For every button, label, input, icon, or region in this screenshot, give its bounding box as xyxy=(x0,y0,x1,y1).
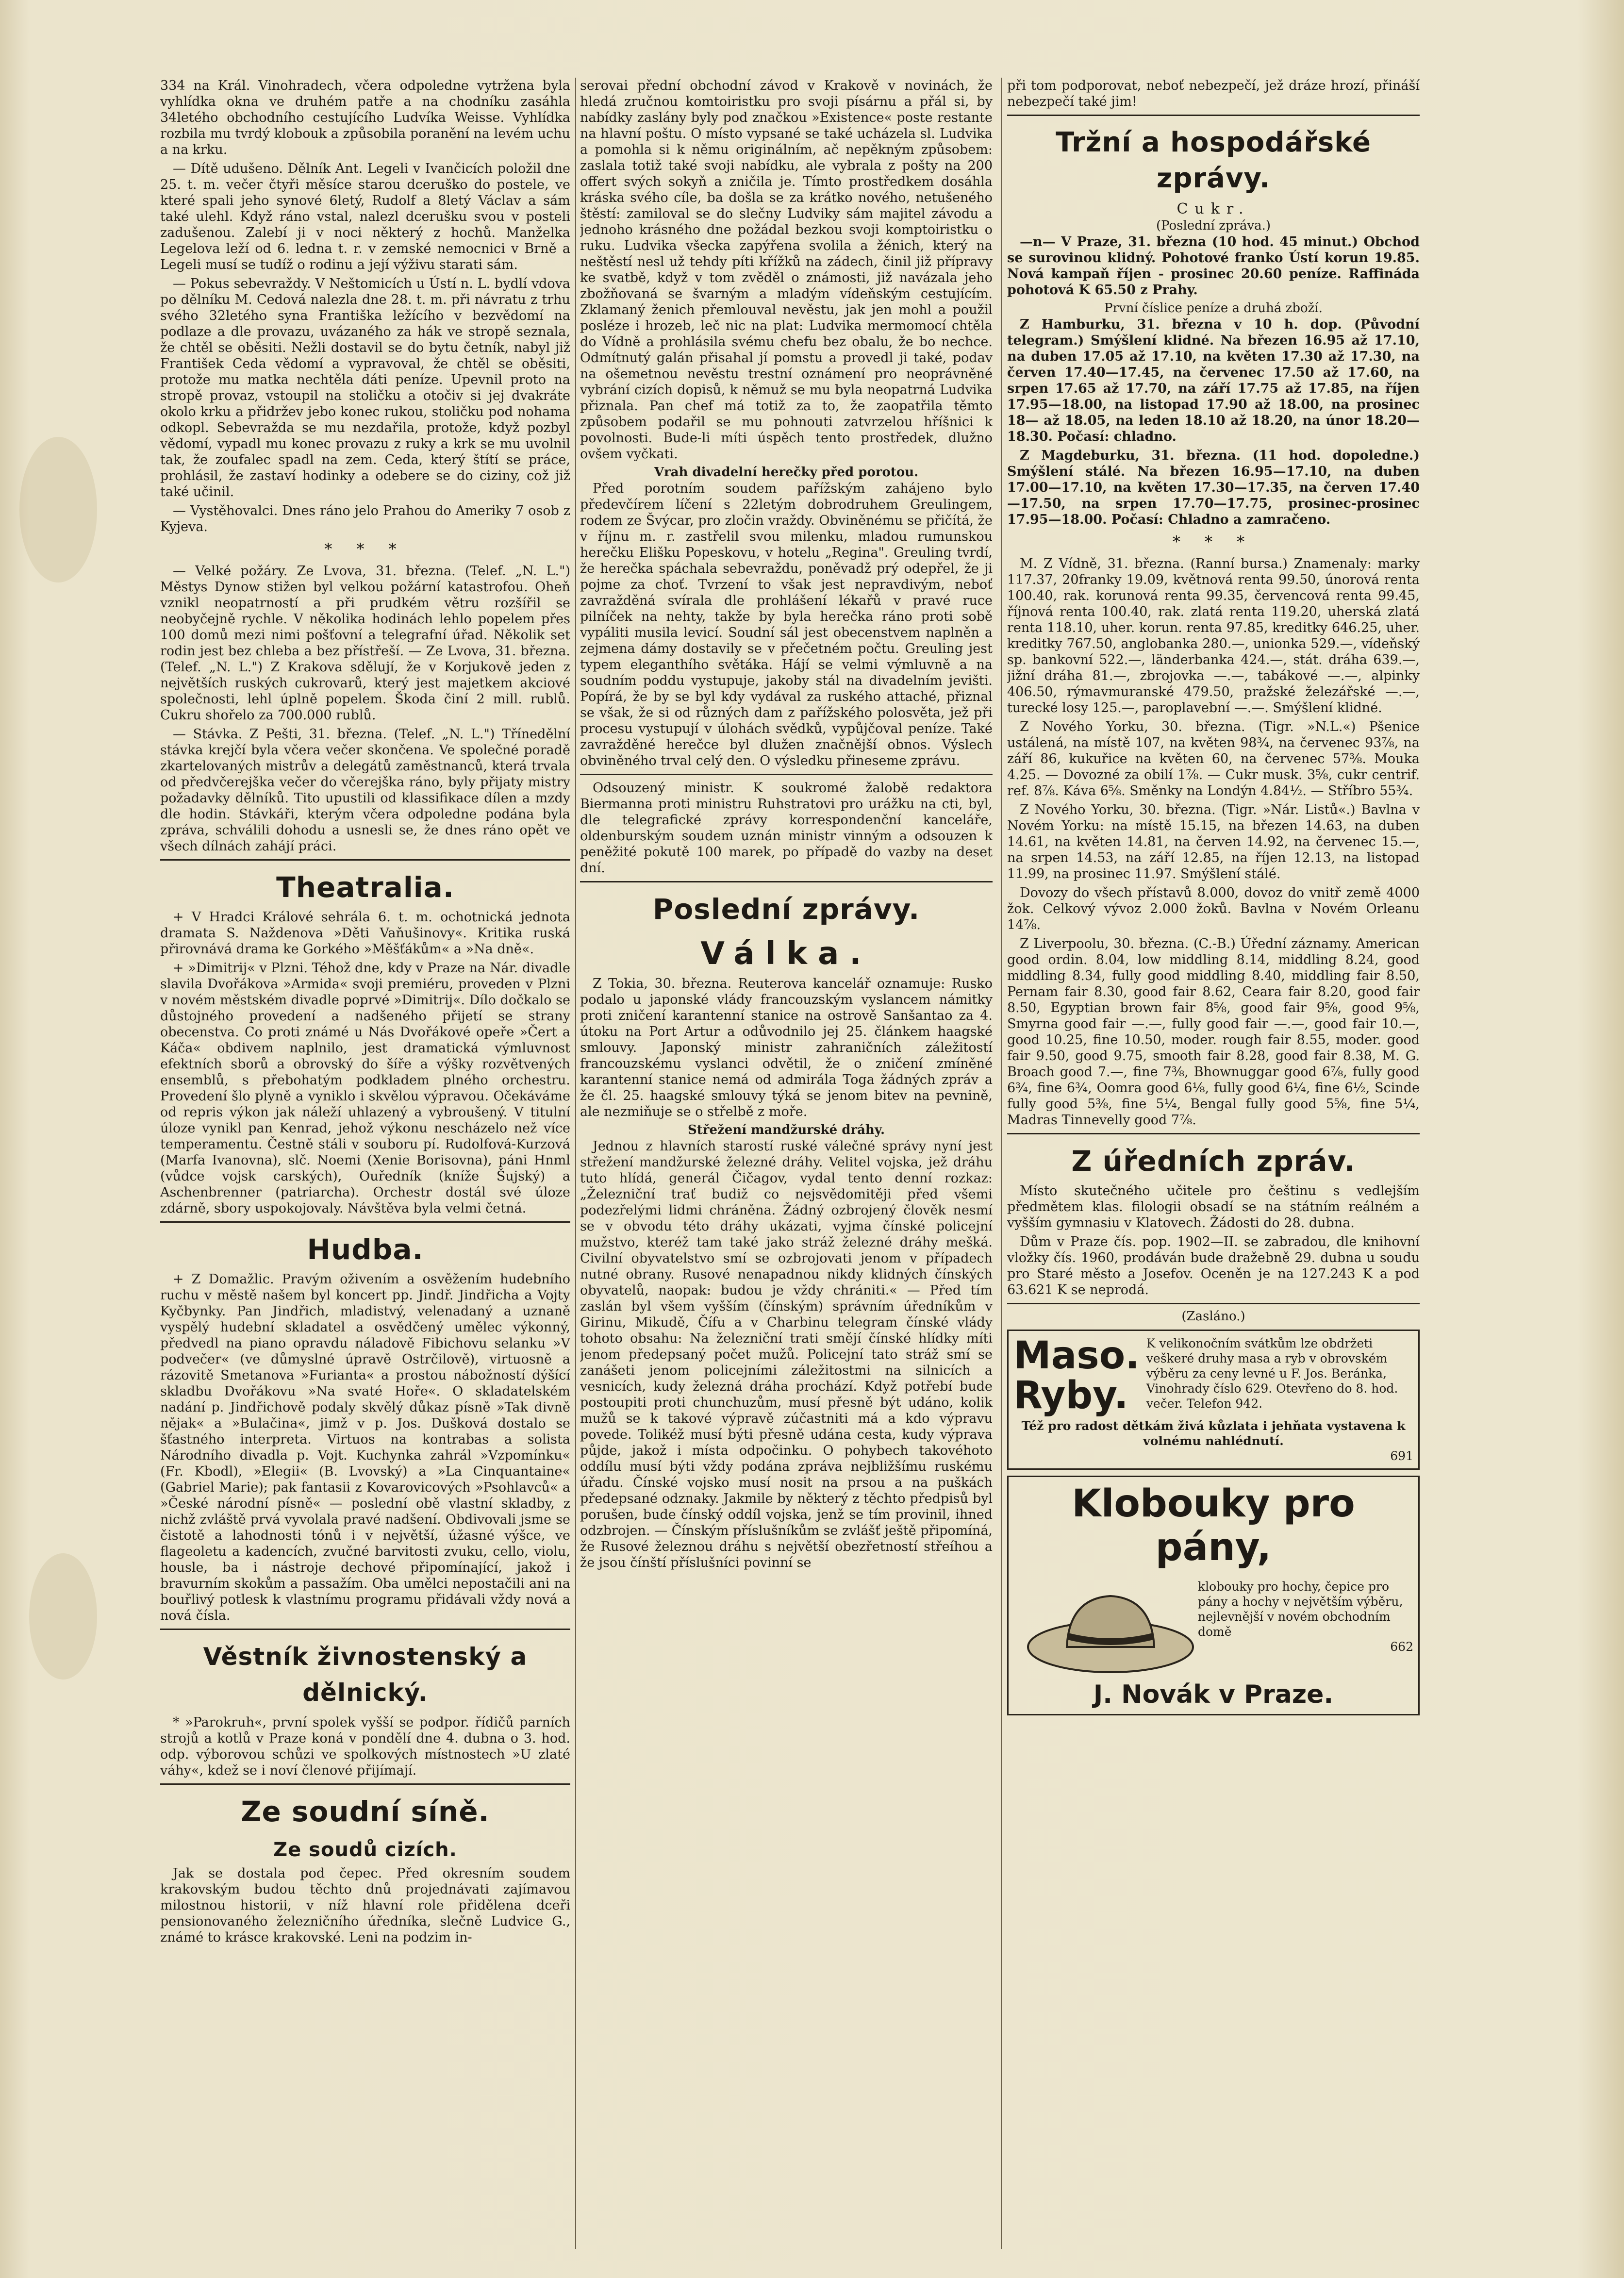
section-heading: Tržní a hospodářské zprávy. xyxy=(1056,127,1371,194)
article-text: Z Tokia, 30. března. Reuterova kancelář oznamuje: Rusko podalo u japonské vlády francouzským vyslancem námitky proti zničení karantenní stanice na ostrově Sanšantao za 4. útoku na Port Artur a odůvodnilo jej 25. článkem haagské smlouvy. Japonský ministr zahraničních záležitostí francouzskému vyslanci odvětil, že o zničení zmíněné karantenní stanice nemá od admirála Toga žádných zpráv a že čl. 25. haagské smlouvy týká se jenom bitev na pevnině, ale nezmiňuje se o střelbě z moře. xyxy=(580,976,993,1119)
article-text: — Pokus sebevraždy. V Neštomicích u Ústí n. L. bydlí vdova po dělníku M. Cedová nalezla dne 28. t. m. při návratu z trhu svého 32letého syna Františka ležícího v bezvědomí na podlaze a dle provazu, uvázaného za hák ve stropě seznala, že chtěl se oběsiti. Nežli dostavil se do bytu četník, nabyl již František Ceda vědomí a vypravoval, že chtěl se oběsiti, protože mu matka nechtěla dáti peníze. Upevnil proto na stropě provaz, vstoupil na stoličku a otočiv si jej dvakráte okolo krku a přidržev jebo konec rukou, stoličku pod nohama odkopl. Sebevražda se mu nezdařila, protože, když pozbyl vědomí, vypadl mu konec provazu z ruky a krk se mu uvolnil tak, že zoufalec spadl na zem. Ceda, který štítí se práce, prohlásil, že zastaví hodinky a odebere se do ciziny, což již také učinil. xyxy=(160,276,570,499)
divider xyxy=(160,1629,570,1630)
article-text: Před porotním soudem pařížským zahájeno bylo předevčírem líčení s 22letým dobrodruhem Greulingem, rodem ze Švýcar, pro zločin vraždy. Obviněnému se přičítá, že v říjnu m. r. zastřelil svou milenku, mladou rumunskou herečku Elišku Popeskovu, v hotelu „Regina". Greuling tvrdí, že herečka spáchala sebevraždu, poněvadž prý odepřel, že ji pojme za choť. Tvrzení to však jest nepravdivým, neboť zavražděná svírala dle prohlášení lékařů v pravé ruce pilníček na nehty, takže by byla herečka ráno proti sobě vypáliti musila levicí. Soudní sál jest obecenstvem naplněn a zejmena dámy dostavily se v přečetném počtu. Greuling jest typem eleganthího světáka. Hájí se velmi výmluvně a na soudním poddu vystupuje, jakoby stál na divadelním jevišti. Popírá, že by se byl kdy vydával za ruského attaché, přiznal se však, že si od různých dam z pařížského polosvěta, jež při procesu vystupují v úlohách svědků, vypůjčoval peníze. Také zavražděné herečce byl dlužen značnější obnos. Výslech obviněného trval celý den. O výsledku přineseme zprávu. xyxy=(580,481,993,768)
separator: * * * xyxy=(324,540,406,558)
divider xyxy=(1007,1303,1420,1304)
article-text: — Stávka. Z Pešti, 31. března. (Telef. „N. L.") Třínedělní stávka krejčí byla včera večer skončena. Ve společné poradě zkartelovaných mistrův a delegátů zaměstnanců, která trvala od předvčerejška večer do včerejška ráno, byly přijaty mistry požadavky dělníků. Tito upustili od klassifikace dílen a mzdy dle hodin. Stávkáři, kterým včera odpoledne podána byla zpráva, schválili dohodu a usnesli se, že dnes ráno opět ve všech dílnách zahájí práci. xyxy=(160,727,570,854)
divider xyxy=(1007,115,1420,116)
divider xyxy=(160,1221,570,1223)
sent-in-label: (Zasláno.) xyxy=(1181,1309,1245,1324)
section-heading: Věstník živnostenský a dělnický. xyxy=(203,1643,528,1707)
market-report: Dovozy do všech přístavů 8.000, dovoz do vnitř země 4000 žok. Celkový vývoz 2.000 žoků. Bavlna v Novém Orleanu 14⅞. xyxy=(1007,885,1420,932)
article-text: Jednou z hlavních starostí ruské válečné správy nyní jest střežení mandžurské železné dráhy. Velitel vojska, jež dráhu tuto hlídá, generál Čičagov, vydal tento denní rozkaz: „Železniční trať budiž co nejsvědomitěji před všemi podezřelými lidmi chráněna. Žádný ozbrojený člověk nesmí se v obvodu této dráhy ukázati, vyjma čínské policejní mužstvo, kteréž tam také jako stráž železné dráhy mešká. Civilní obyvatelstvo smí se ozbrojovati jenom v případech nutné obrany. Rusové nenapadnou nikdy klidných čínských obyvatelů, naopak: budou je vždy chrániti.« — Před tím zaslán byl všem vyšším (čínským) správním úředníkům v Girinu, Mikudě, Čífu a v Charbinu telegram čínské vlády tohoto obsahu: Na železniční trati smějí čínské hlídky míti jenom předepsaný počet mužů. Policejní tato stráž smí se zanášeti jenom policejními záležitostmi na silnicích a vesnicích, kudy železná dráha prochází. Když potřebí bude postoupiti proti chunchuzům, musí přesně být udáno, kolik mužů se k takové výpravě zúčastniti má a kdo výpravu povede. Tolikéž musí býti přesně udána cesta, kudy výprava půjde, jakož i místa odpočinku. O pohybech takovéhoto oddílu musí býti vždy podána zpráva nejbližšímu ruskému úřadu. Čínské vojsko musí nosit na prsou a na puškách předepsané odznaky. Jakmile by některý z těchto předpisů byl porušen, bude čínský oddíl vojska, jenž se tím provinil, ihned odzbrojen. — Čínským příslušníkům se zvlášť ještě připomíná, že Rusové železnou dráhu s největší obezřetností střeíhou a že jsou čínští příslušníci povinní se xyxy=(580,1139,993,1570)
ad-firm-name: J. Novák v Praze. xyxy=(1093,1680,1334,1709)
ad-headline: Klobouky pro pány, xyxy=(1072,1482,1355,1569)
ad-headline: Maso. xyxy=(1013,1334,1140,1378)
column-1 xyxy=(160,78,570,2249)
section-heading: Ze soudní síně. xyxy=(241,1795,490,1828)
article-title: Vrah divadelní herečky před porotou. xyxy=(654,465,919,480)
hat-illustration xyxy=(1023,1574,1198,1676)
section-heading: Poslední zprávy. xyxy=(652,893,920,926)
divider xyxy=(1007,1133,1420,1134)
article-text: — Dítě udušeno. Dělník Ant. Legeli v Ivančicích položil dne 25. t. m. večer čtyři měsíce starou dceruško do postele, ve které spali jeho synové 6letý, Rudolf a 8letý Václav a sám také ulehl. Když ráno vstal, nalezl dcerušku svou v posteli zadušenou. Zalebí ji v noci některý z hochů. Manželka Legelova leží od 6. ledna t. r. v zemské nemocnici v Brně a Legeli musí se tudíž o rodinu a její výživu starati sám. xyxy=(160,161,570,272)
divider xyxy=(160,859,570,861)
divider xyxy=(580,774,993,775)
subsection-heading: Cukr. xyxy=(1177,200,1250,217)
column-rule xyxy=(575,78,576,2249)
note-text: První číslice peníze a druhá zboží. xyxy=(1104,301,1323,316)
paper-stain xyxy=(19,437,97,582)
subsection-note: (Poslední zpráva.) xyxy=(1156,218,1271,233)
article-text: + »Dimitrij« v Plzni. Téhož dne, kdy v Praze na Nár. divadle slavila Dvořákova »Armida« svoji premiéru, proveden v Plzni v novém městském divadle poprvé »Dimitrij«. Dílo dočkalo se důstojného provedení a nadšeného přijetí se strany obecenstva. Co proti známé u Nás Dvořákové opeře »Čert a Káča« obdivem naplnilo, jest dramatická výmluvnost efektních sborů a obrovský do šíře a výšky rozvětvených ensemblů, s přebohatým podkladem plného orchestru. Provedení šlo plyně a vyniklo i skvělou výpravou. Očekáváme od repris výkon jak náleží uhlazený a vybroušený. V titulní úloze vynikl pan Kenrad, jehož výkonu nescházelo než více temperamentu. Čestně stáli v souboru pí. Rudolfová-Kurzová (Marfa Ivanovna), slč. Noemi (Xenie Borisovna), páni Hnml (vůdce vojsk carských), Ouředník (kníže Šujský) a Aschenbrenner (patriarcha). Orchestr dostál své úloze zdárně, sbory uspokojovaly. Návštěva byla velmi četná. xyxy=(160,961,570,1216)
article-text: serovai přední obchodní závod v Krakově v novinách, že hledá zručnou komtoiristku pro svoji písárnu a přál si, by nabídky zaslány byly pod značkou »Existence« poste restante na hlavní poštu. O místo vypsané se také ucházela sl. Ludvika a pomohla si k němu originálním, ač nepěkným způsobem: zaslala totiž také svoji nabídku, ale vybrala z pošty na 200 offert svých sokyň a zničila je. Tímto prostředkem dosáhla kráska svého cíle, ba došla se za krátko nového, netušeného štěstí: zamiloval se do slečny Ludviky sám majitel závodu a jednoho krásného dne požádal bezkou svoji komptoiristku o ruku. Ludvika všecka zapýřena svolila a žénich, který na neštěstí nesl už tehdy píti křížků na zádech, činil již přípravy ke svatbě, když v tom zvěděl o známosti, již navázala jeho zbožňovaná se švarným a mladým vídeňským cestujícím. Zklamaný ženich přemlouval nevěstu, jak jen mohl a použil posléze i hrozeb, leč nic na plat: Ludvika mermomocí chtěla do Vídně a prohlásila svému chefu bez obalu, že bo nechce. Odmítnutý galán přisahal jí pomstu a provedl ji také, podav na ošemetnou nevěstu trestní oznámení pro neoprávněné vybrání cizích dopisů, k němuž se mu byla neopatrná Ludvika přiznala. Pan chef má totiž za to, že zaopatřila těmto způsobem podařil se mu pohnouti zatvrzelou hříšnici k povolnosti. Bude-li míti úspěch tento prostředek, dlužno ovšem vyčkati. xyxy=(580,78,993,462)
ad-footer: Též pro radost dětkám živá kůzlata i jehňata vystavena k volnému nahlédnutí. xyxy=(1021,1419,1406,1448)
advertisement-maso-ryby xyxy=(1007,1330,1420,1470)
article-text: + V Hradci Králové sehrála 6. t. m. ochotnická jednota dramata S. Naždenova »Děti Vaňušinovy«. Kritika ruská přirovnává drama ke Gorkého »Měšťákům« a »Na dně«. xyxy=(160,910,570,957)
article-text: + Z Domažlic. Pravým oživením a osvěžením hudebního ruchu v městě našem byl koncert pp. Jindř. Jindřicha a Vojty Kyčbynky. Pan Jindřich, mladistvý, velenadaný a uznaně vyspělý hudební skladatel a osvědčený umělec výkonný, předvedl na piano opravdu náladově Fibichovu selanku »V podvečer« (ve důmyslné úpravě Ostrčilově), virtuosně a rázovitě Smetanova »Furianta« a prostou nábožností dýšící skladbu Dvořákovu »Na svaté Hoře«. O skladatelském nadání p. Jindřichově podaly skvělý důkaz písně »Tak divně nějak« a »Bulačina«, jimž v p. Jos. Dušková dostalo se šťastného interpreta. Virtuos na kontrabas a solista Národního divadla p. Vojt. Kuchynka zahrál »Vzpomínku« (Fr. Kbodl), »Elegii« (B. Lvovský) a »La Cinquantaine« (Gabriel Marie); pak fantasii z Kovarovicových »Psohlavců« a »České národní písně« — poslední obě vlastní skladby, z nichž zvláště prvá vyvolala pravé nadšení. Obdivovali jsme se čistotě a lahodnosti tónů i v největší, úžasné výšce, ve flageoletu a kadencích, zvučné barvitosti zvuku, cello, violu, housle, ba i nástroje dechové připomínající, jakož i bravurním skokům a passažím. Oba umělci nepostačili ani na bouřlivý potlesk k vlastnímu programu přidávali vždy nová a nová čísla. xyxy=(160,1272,570,1623)
ad-headline: Ryby. xyxy=(1013,1374,1128,1417)
section-heading: Válka. xyxy=(700,936,872,972)
section-heading: Hudba. xyxy=(307,1233,424,1266)
market-report: —n— V Praze, 31. března (10 hod. 45 minut.) Obchod se surovinou klidný. Pohotové franko Ústí korun 19.85. Nová kampaň říjen - prosinec 20.60 peníze. Raffináda pohotová K 65.50 z Prahy. xyxy=(1007,234,1420,298)
market-report: Z Hamburku, 31. března v 10 h. dop. (Původní telegram.) Smýšlení klidné. Na březen 16.95 až 17.10, na duben 17.05 až 17.10, na květen 17.30 až 17.30, na červen 17.40—17.45, na červenec 17.50 až 17.60, na srpen 17.65 až 17.70, na září 17.75 až 17.85, na říjen 17.95—18.00, na listopad 17.90 až 18.00, na prosinec 18— až 18.05, na leden 18.10 až 18.20, na únor 18.20—18.30. Počasí: chladno. xyxy=(1007,317,1420,444)
section-heading: Theatralia. xyxy=(276,871,454,904)
market-report: Z Magdeburku, 31. března. (11 hod. dopoledne.) Smýšlení stálé. Na březen 16.95—17.10, na duben 17.00—17.10, na květen 17.30—17.35, na červen 17.40—17.50, na srpen 17.70—17.75, prosinec-prosinec 17.95—18.00. Počasí: Chladno a zamračeno. xyxy=(1007,448,1420,527)
divider xyxy=(160,1783,570,1785)
article-title: Střežení mandžurské dráhy. xyxy=(687,1123,885,1137)
market-report: M. Z Vídně, 31. března. (Ranní bursa.) Znamenaly: marky 117.37, 20franky 19.09, květnová renta 99.50, únorová renta 100.40, rak. korunová renta 99.35, červencová renta 99.45, říjnová renta 100.40, rak. zlatá renta 119.20, uherská zlatá renta 118.10, uher. korun. renta 97.85, kreditky 646.25, uher. kreditky 767.50, anglobanka 280.—, unionka 529.—, vídeňský sp. bankovní 522.—, länderbanka 424.—, stát. dráha 639.—, jižní dráha 81.—, zbrojovka —.—, tabákové —.—, alpinky 406.50, rýmavmuranské 479.50, pražské železářské —.—, turecké losy 125.—, paroplavební —.—. Smýšlení klidné. xyxy=(1007,556,1420,715)
article-text: — Vystěhovalci. Dnes ráno jelo Prahou do Ameriky 7 osob z Kyjeva. xyxy=(160,503,570,534)
subsection-heading: Ze soudů cizích. xyxy=(273,1839,457,1861)
ad-number: 691 xyxy=(1390,1449,1413,1463)
divider xyxy=(580,881,993,882)
market-report: Z Liverpoolu, 30. března. (C.-B.) Úřední záznamy. American good ordin. 8.04, low middling 8.14, middling 8.24, good middling 8.34, fully good middling 8.40, middling fair 8.50, Pernam fair 8.30, good fair 8.62, Ceara fair 8.20, good fair 8.50, Egyptian brown fair 8⅝, good fair 9⅝, good 9⅝, Smyrna good fair —.—, fully good fair —.—, good fair 10.—, good 10.25, fine 10.50, moder. rough fair 8.55, moder. good fair 9.50, good 9.75, smooth fair 8.28, good fair 8.38, M. G. Broach good 7.—, fine 7⅜, Bhownuggar good 6⅞, fully good 6¾, fine 6¾, Oomra good 6⅛, fully good 6¼, fine 6½, Scinde fully good 5⅜, fine 5¼, Bengal fully good 5⅝, fine 5¼, Madras Tinnevelly good 7⅞. xyxy=(1007,936,1420,1128)
column-2 xyxy=(580,78,993,2249)
market-report: Z Nového Yorku, 30. března. (Tigr. »N.L.«) Pšenice ustálená, na místě 107, na květen 98¾, na červenec 93⅞, na září 86, kukuřice na květen 60, na červenec 57⅜. Mouka 4.25. — Dovozné za obilí 1⅞. — Cukr musk. 3⅝, cukr centrif. ref. 8⅞. Káva 6⅝. Směnky na Londýn 4.84½. — Stříbro 55¾. xyxy=(1007,719,1420,798)
ad-number: 662 xyxy=(1390,1640,1413,1654)
ad-text: K velikonočním svátkům lze obdržeti veškeré druhy masa a ryb v obrovském výběru za ceny levné u F. Jos. Beránka, Vinohrady číslo 629. Otevřeno do 8. hod. večer. Telefon 942. xyxy=(1146,1336,1398,1411)
column-3 xyxy=(1007,78,1420,2249)
ad-text: klobouky pro hochy, čepice pro pány a hochy v největším výběru, nejlevnější v novém obchodním domě xyxy=(1198,1580,1403,1639)
article-text: při tom podporovat, neboť nebezpečí, jež dráze hrozí, přináší nebezpečí také jim! xyxy=(1007,78,1420,109)
paper-stain xyxy=(29,1553,97,1679)
column-rule xyxy=(1001,78,1002,2249)
article-text: * »Parokruh«, první spolek vyšší se podpor. řídičů parních strojů a kotlů v Praze koná v pondělí dne 4. dubna o 3. hod. odp. výborovou schůzi ve spolkových místnostech »U zlaté váhy«, kdež se i noví členové přijímají. xyxy=(160,1715,570,1778)
article-text: — Velké požáry. Ze Lvova, 31. března. (Telef. „N. L.") Městys Dynow stižen byl velkou požární katastrofou. Oheň vznikl neopatrností a při prudkém větru rozšířil se neobyčejně rychle. V několika hodinách lehlo popelem přes 100 domů mezi nimi pošťovní a telegrafní úřad. Několik set rodin jest bez chleba a bez přístřeší. — Ze Lvova, 31. března. (Telef. „N. L.") Z Krakova sdělují, že v Korjukově jeden z největších ruských cukrovarů, který jest majetkem akciové společnosti, lehl úplně popelem. Škoda činí 2 mill. rublů. Cukru shořelo za 700.000 rublů. xyxy=(160,564,570,723)
article-text: Jak se dostala pod čepec. Před okresním soudem krakovským budou těchto dnů projednávati zajímavou milostnou historii, v níž hlavní role přidělena dceři pensionovaného železničního úředníka, slečně Ludvice G., známé to krásce krakovské. Leni na podzim in- xyxy=(160,1866,570,1945)
article-text: Místo skutečného učitele pro češtinu s vedlejším předmětem klas. filologii obsadí se na státním reálném a vyšším gymnasiu v Klatovech. Žádosti do 28. dubna. xyxy=(1007,1183,1420,1230)
market-report: Z Nového Yorku, 30. března. (Tigr. »Nár. Listů«.) Bavlna v Novém Yorku: na místě 15.15, na březen 14.63, na duben 14.61, na květen 14.81, na červen 14.92, na červenec 15.—, na srpen 14.53, na září 12.85, na říjen 12.13, na listopad 11.99, na prosinec 11.97. Smýšlení stálé. xyxy=(1007,802,1420,881)
article-text: Odsouzený ministr. K soukromé žalobě redaktora Biermanna proti ministru Ruhstratovi pro urážku na cti, byl, dle telegrafické zprávy korrespondenční kanceláře, oldenburským soudem uznán ministr vinným a odsouzen k peněžité pokutě 100 marek, po případě do vazby na deset dní. xyxy=(580,781,993,876)
article-text: 334 na Král. Vinohradech, včera odpoledne vytržena byla vyhlídka okna ve druhém patře a na chodníku zasáhla 34letého obchodního cestujícího Ludvíka Weisse. Vyhlídka rozbila mu tvrdý klobouk a způsobila poranění na levém uchu a na krku. xyxy=(160,78,570,157)
article-text: Dům v Praze čís. pop. 1902—II. se zabradou, dle knihovní vložky čís. 1960, prodáván bude dražebně 29. dubna u soudu pro Staré město a Josefov. Oceněn je na 127.243 K a pod 63.621 K se neprodá. xyxy=(1007,1234,1420,1297)
separator: * * * xyxy=(1172,532,1255,551)
advertisement-klobouky xyxy=(1007,1476,1420,1715)
section-heading: Z úředních zpráv. xyxy=(1071,1145,1356,1178)
